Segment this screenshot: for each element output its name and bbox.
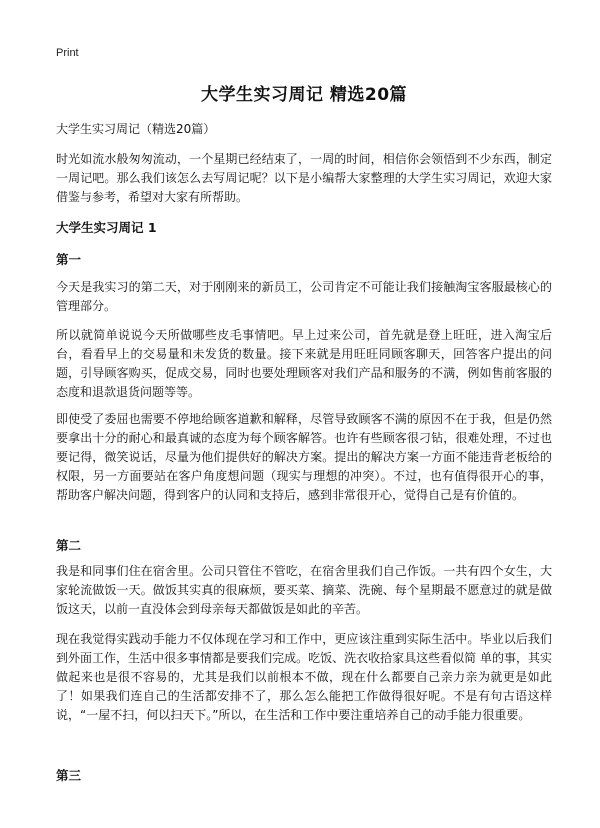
part-heading-1: 第一 [56, 252, 82, 267]
paragraph-1-2: 所以就简单说说今天所做哪些皮毛事情吧。早上过来公司，首先就是登上旺旺，进入淘宝后台，看看早上的交易量和未发货的数量。接下来就是用旺旺同顾客聊天，回答客户提出的问题，引导顾客购买，促成交易，同时也要处理顾客对我们产品和服务的不满，例如售前客服的态度和退款退货问题等等。 [56, 328, 552, 399]
paragraph-1-1: 今天是我实习的第二天，对于刚刚来的新员工，公司肯定不可能让我们接触淘宝客服最核心的管理部分。 [56, 280, 552, 313]
paragraph-2-2: 现在我觉得实践动手能力不仅体现在学习和工作中，更应该注重到实际生活中。毕业以后我们到外面工作，生活中很多事情都是要我们完成。吃饭、洗衣收拾家具这些看似简 单的事，其实做起来也是很不容易的，尤其是我们以前根本不做，现在什么都要自己亲力亲为就更是如此了！如果我们连自己的生活都安排不了，那么怎么能把工作做得很好呢。不是有句古语这样说，“一屋不扫，何以扫天下。”所以，在生活和工作中要注重培养自己的动手能力很重要。 [56, 632, 552, 722]
part-heading-2: 第二 [56, 538, 82, 553]
part-heading-3: 第三 [56, 768, 82, 783]
section-title: 大学生实习周记 1 [56, 220, 157, 235]
document-title: 大学生实习周记 精选20篇 [200, 85, 408, 105]
intro-paragraph: 时光如流水般匆匆流动，一个星期已经结束了，一周的时间，相信你会领悟到不少东西，制定一周记吧。那么我们该怎么去写周记呢？以下是小编帮大家整理的大学生实习周记，欢迎大家借鉴与参考，希望对大家有所帮助。 [56, 152, 552, 204]
document-subtitle: 大学生实习周记（精选20篇） [56, 122, 216, 136]
print-link[interactable]: Print [56, 47, 79, 59]
paragraph-1-3: 即使受了委屈也需要不停地给顾客道歉和解释，尽管导致顾客不满的原因不在于我，但是仍然要拿出十分的耐心和最真诚的态度为每个顾客解答。也许有些顾客很刁钻，很难处理，不过也要记得，微笑说话，尽量为他们提供好的解决方案。提出的解决方案一方面不能违背老板给的权限，另一方面要站在客户角度想问题（现实与理想的冲突）。不过，也有值得很开心的事，帮助客户解决问题，得到客户的认同和支持后，感到非常很开心，觉得自己是有价值的。 [56, 412, 552, 502]
paragraph-2-1: 我是和同事们住在宿舍里。公司只管住不管吃，在宿舍里我们自己作饭。一共有四个女生，大家轮流做饭一天。做饭其实真的很麻烦，要买菜、摘菜、洗碗、每个星期最不愿意过的就是做饭这天，以前一直没体会到母亲每天都做饭是如此的辛苦。 [56, 564, 552, 616]
